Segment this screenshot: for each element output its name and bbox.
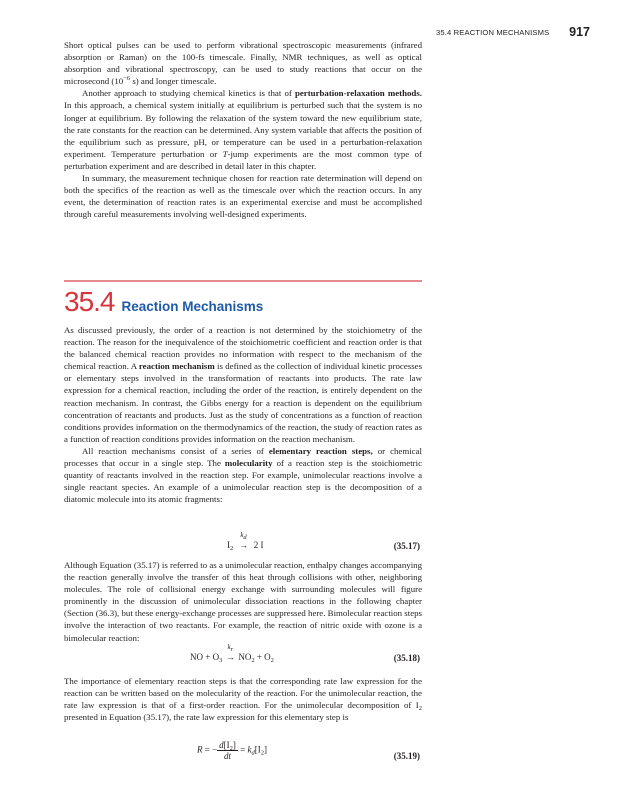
paragraph-reaction-order: As discussed previously, the order of a reaction is not determined by the stoichiometry of the reaction. The reason for the inequivalence of the stoichiometric coefficient and reaction order is that the balanced chemical reaction provides no information with respect to the mechanism of the chemical reaction. A reaction mechanism is defined as the collection of individual kinetic processes or elementary steps involved in the transformation of reactants into products. The rate law expression for a chemical reaction, including the order of the reaction, is entirely dependent on the reaction mechanism. In contrast, the Gibbs energy for a reaction is dependent on the equilibrium concentration of reactants and products. Just as the study of concentrations as a function of reaction conditions provides information on the thermodynamics of the reaction, the study of reaction rates as a function of reaction conditions provides information on the reaction mechanism. — [64, 325, 423, 444]
paragraph-perturbation-relaxation: Another approach to studying chemical kinetics is that of perturbation-relaxation methods. In this approach, a chemical system initially at equilibrium is perturbed such that the system is no longer at equilibrium. By following the relaxation of the system toward the new equilibrium state, the rate constants for the reaction can be determined. Any system variable that affects the position of the equilibrium such as pressure, pH, or temperature can be used in a perturbation-relaxation experiment. Temperature perturbation or T-jump experiments are the most common type of perturbation experiment and are described in detail later in this chapter. — [64, 88, 422, 171]
section-title: Reaction Mechanisms — [121, 299, 264, 314]
equation-35-19-expression: R = − $\frac{d[I_2]}{dt}$ = $k_d[I_2]$ — [197, 740, 267, 761]
paragraph-optical-pulses: Short optical pulses can be used to perform vibrational spectroscopic measurements (infrared absorption or Raman) on the 100-fs timescale. Finally, NMR techniques, as well as optical absorption and vibrational spectroscopy, can be used to study reactions that occur on the microsecond ($10^{-6}$ s) and longer timescale. — [64, 40, 422, 87]
section-text-block-1 — [64, 324, 422, 505]
paragraph-rate-law: The importance of elementary reaction steps is that the corresponding rate law expression for the reaction can be written based on the molecularity of the reaction. For the unimolecular reaction, the rate law expression is that of a first-order reaction. For the unimolecular decomposition of $I_2$ presented in Equation (35.17), the rate law expression for this elementary step is — [64, 676, 422, 723]
running-head-title: 35.4 REACTION MECHANISMS — [436, 28, 550, 37]
reaction-arrow-icon: $k_d$ → — [239, 531, 248, 550]
reaction-arrow-icon: $k_r$ → — [225, 643, 235, 662]
section-number: 35.4 — [64, 286, 115, 317]
fraction: $\frac{d[I_2]}{dt}$ — [219, 740, 236, 761]
intro-text-block — [64, 39, 422, 220]
equation-35-17-expression: $I_2$ $k_d$ → 2 I — [227, 531, 264, 552]
running-head — [436, 26, 596, 44]
section-heading — [64, 286, 263, 322]
paragraph-summary: In summary, the measurement technique chosen for reaction rate determination will depend on both the specifics of the reaction as well as the timescale over which the reaction occurs. In any event, the determination of reaction rates is an experimental exercise and must be accomplished through careful measurements involving well-designed experiments. — [64, 173, 422, 220]
section-divider — [64, 280, 422, 282]
term-molecularity: molecularity — [224, 458, 273, 469]
page-number: 917 — [569, 25, 590, 39]
section-text-block-2 — [64, 559, 422, 644]
equation-35-19 — [64, 738, 422, 772]
term-reaction-mechanism: reaction mechanism — [138, 361, 215, 372]
equation-35-18-expression: NO + $O_3$ $k_r$ → $NO_2 + O_2$ — [190, 643, 274, 664]
equation-35-18 — [64, 643, 422, 669]
equation-35-17 — [64, 531, 422, 558]
section-text-block-3 — [64, 675, 422, 723]
paragraph-elementary-steps: All reaction mechanisms consist of a series of elementary reaction steps, or chemical processes that occur in a single step. The molecularity of a reaction step is the stoichiometric quantity of reactants involved in the reaction step. For example, unimolecular reactions involve a single reactant species. An example of a unimolecular reaction step is the decomposition of a diatomic molecule into its atomic fragments: — [64, 445, 422, 505]
term-perturbation-relaxation: perturbation-relaxation methods. — [294, 88, 422, 99]
equation-number-35-17: (35.17) — [393, 541, 420, 551]
equation-number-35-18: (35.18) — [393, 653, 420, 663]
term-elementary-reaction-steps: elementary reaction steps, — [268, 445, 373, 456]
equation-number-35-19: (35.19) — [393, 751, 420, 761]
paragraph-unimolecular: Although Equation (35.17) is referred to as a unimolecular reaction, enthalpy changes accompanying the reaction generally involve the transfer of this heat through collisions with other, neighboring molecules. The role of collisional energy exchange with surrounding molecules will figure prominently in the discussion of unimolecular dissociation reactions in the following chapter (Section (36.3), but these energy-exchange processes are suppressed here. Bimolecular reaction steps involve the interaction of two reactants. For example, the reaction of nitric oxide with ozone is a bimolecular reaction: — [64, 560, 422, 643]
